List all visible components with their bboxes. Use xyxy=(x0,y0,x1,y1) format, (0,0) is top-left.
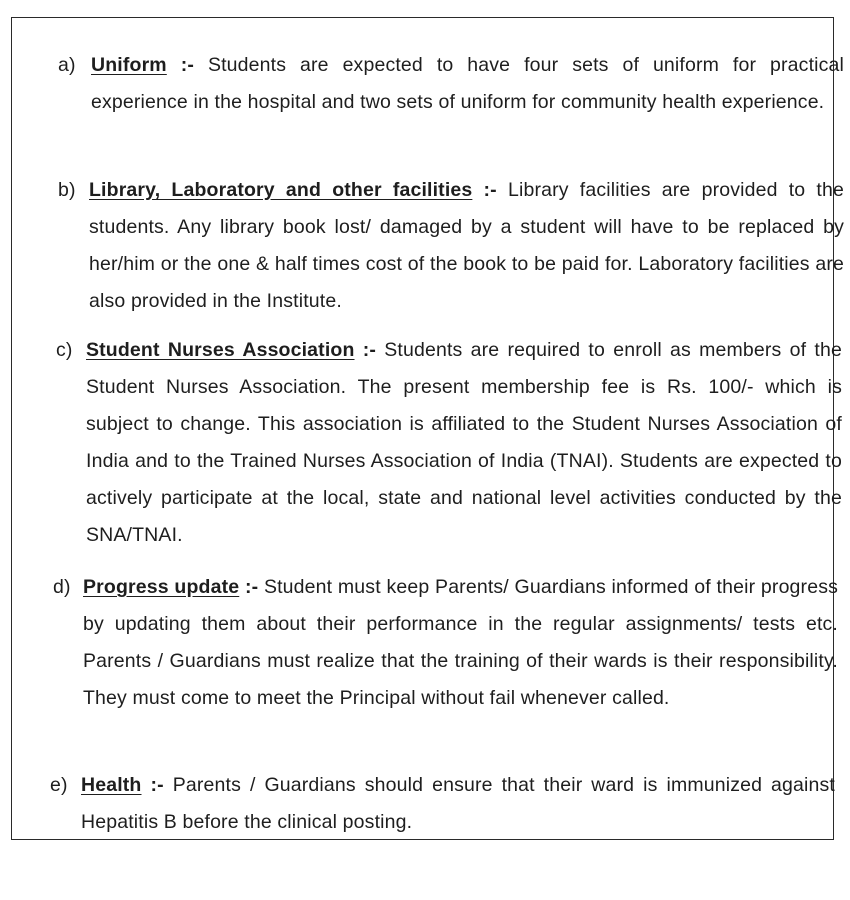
section-separator: :- xyxy=(180,54,195,76)
section-marker: e) xyxy=(50,774,68,796)
section-text: Students are required to enroll as members of the Student Nurses Association. The present membership fee is Rs. 100/- which is subject to change. This association is affiliated to the Student Nurses Association of India and to the Trained Nurses Association of India (TNAI). Students are expected to actively participate at the local, state and national level activities conducted by the SNA/TNAI. xyxy=(86,339,842,546)
section-separator: :- xyxy=(362,339,377,361)
document-page xyxy=(11,17,845,840)
section-body xyxy=(86,332,842,554)
section-marker: b) xyxy=(58,179,76,201)
section-marker: a) xyxy=(58,54,76,76)
section-text: Library facilities are provided to the students. Any library book lost/ damaged by a student will have to be replaced by her/him or the one & half times cost of the book to be paid for. Laboratory facilities are also provided in the Institute. xyxy=(89,179,844,312)
section-progress-update xyxy=(53,569,838,717)
section-separator: :- xyxy=(483,179,497,201)
section-student-nurses-association xyxy=(56,332,842,554)
section-body xyxy=(89,172,844,320)
section-heading: Student Nurses Association xyxy=(86,339,355,361)
section-text: Parents / Guardians should ensure that their ward is immunized against Hepatitis B before the clinical posting. xyxy=(81,774,835,833)
section-uniform xyxy=(58,47,844,121)
section-marker: c) xyxy=(56,339,73,361)
section-marker: d) xyxy=(53,576,71,598)
section-heading: Library, Laboratory and other facilities xyxy=(89,179,473,201)
section-heading: Uniform xyxy=(91,54,167,76)
section-health xyxy=(50,767,835,841)
section-text: Students are expected to have four sets of uniform for practical experience in the hospital and two sets of uniform for community health experience. xyxy=(91,54,845,113)
section-body xyxy=(91,47,844,121)
section-library-laboratory xyxy=(58,172,844,320)
section-heading: Health xyxy=(81,774,142,796)
section-text: Student must keep Parents/ Guardians informed of their progress by updating them about their performance in the regular assignments/ tests etc. Parents / Guardians must realize that the training of their wards is their responsibility. They must come to meet the Principal without fail whenever called. xyxy=(83,576,838,709)
section-body xyxy=(83,569,838,717)
section-separator: :- xyxy=(244,576,259,598)
section-heading: Progress update xyxy=(83,576,240,598)
section-separator: :- xyxy=(150,774,164,796)
section-body xyxy=(81,767,835,841)
